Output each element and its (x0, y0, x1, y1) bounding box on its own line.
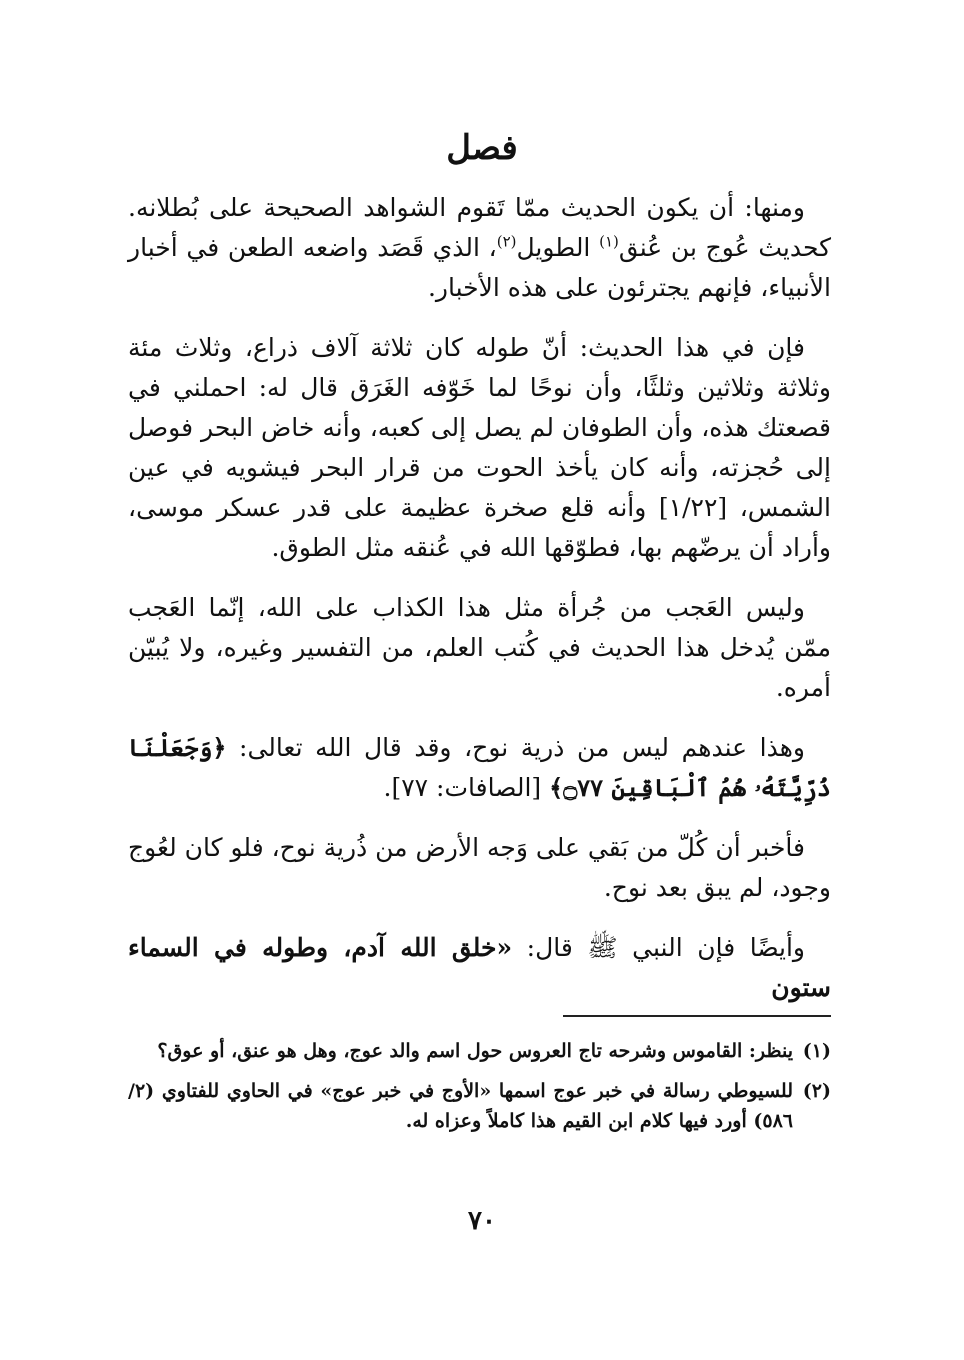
paragraph-2: فإن في هذا الحديث: أنّ طوله كان ثلاثة آلاف ذراع، وثلاث مئة وثلاثة وثلاثين وثلثًا، وأن نوحًا لما خَوّفه الغَرَق قال له: احملني في قصعتك هذه، وأن الطوفان لم يصل إلى كعبه، وأنه خاض البحر فوصل إلى حُجزته، وأنه كان يأخذ الحوت من قرار البحر فيشويه في عين الشمس، [١/٢٢] وأنه قلع صخرة عظيمة على قدر عسكر موسى، وأراد أن يرضّهم بها، فطوّقها الله في عُنقه مثل الطوق. (128, 333, 831, 562)
paragraph-3: وليس العَجب من جُرأة مثل هذا الكذاب على الله، إنّما العَجب ممّن يُدخل هذا الحديث في كُتب العلم، من التفسير وغيره، ولا يُبيّن أمره. (128, 593, 831, 702)
hadith-quote: «خلق الله آدم، وطوله في السماء ستون (128, 933, 831, 1002)
paragraph-1-part-c: ، الذي قَصَد واضعه الطعن في أخبار الأنبياء، فإنهم يجترئون على هذه الأخبار. (128, 233, 831, 302)
paragraph-4 (128, 728, 831, 808)
paragraph-6 (128, 928, 831, 1008)
paragraph-4-part-a: وهذا عندهم ليس من ذرية نوح، وقد قال الله تعالى: (226, 733, 805, 762)
footnote-1 (128, 1036, 831, 1066)
footnote-1-text: ينظر: القاموس وشرحه تاج العروس حول اسم والد عوج، وهل هو عنق، أو عوق؟ (157, 1040, 793, 1062)
footnote-divider (563, 1015, 831, 1017)
footnote-2-number: (٢) (802, 1080, 831, 1102)
paragraph-1 (128, 188, 831, 308)
paragraph-6-part-a: وأيضًا فإن النبي ﷺ قال: (512, 933, 806, 962)
footnote-ref-2: (٢) (496, 232, 517, 251)
footnote-1-number: (١) (802, 1040, 831, 1062)
main-text (128, 188, 831, 1028)
section-heading: فصل (446, 128, 518, 168)
footnotes (128, 1036, 831, 1146)
footnote-ref-1: (١) (599, 232, 619, 251)
paragraph-1-part-b: الطويل (516, 233, 600, 262)
page-number: ٧٠ (468, 1206, 496, 1236)
verse-reference: [الصافات: ٧٧]. (383, 773, 550, 802)
footnote-2 (128, 1076, 831, 1136)
paragraph-5: فأخبر أن كُلّ من بَقي على وَجه الأرض من ذُرية نوح، فلو كان لعُوج وجود، لم يبق بعد نوح. (128, 833, 831, 902)
paragraph-1-part-a: ومنها: أن يكون الحديث ممّا تَقوم الشواهد الصحيحة على بُطلانه. كحديث عُوج بن عُنق (128, 193, 831, 262)
quran-verse: ﴿وَجَعَلْنَا ذُرِّيَّتَهُۥ هُمُ ٱلْبَاقِينَ ۝٧٧﴾ (128, 733, 831, 802)
footnote-2-text: للسيوطي رسالة في خبر عوج اسمها «الأوج في خبر عوج» في الحاوي للفتاوي (٢/ ٥٨٦) أورد فيها كلام ابن القيم هذا كاملاً وعزاه له. (128, 1080, 793, 1132)
